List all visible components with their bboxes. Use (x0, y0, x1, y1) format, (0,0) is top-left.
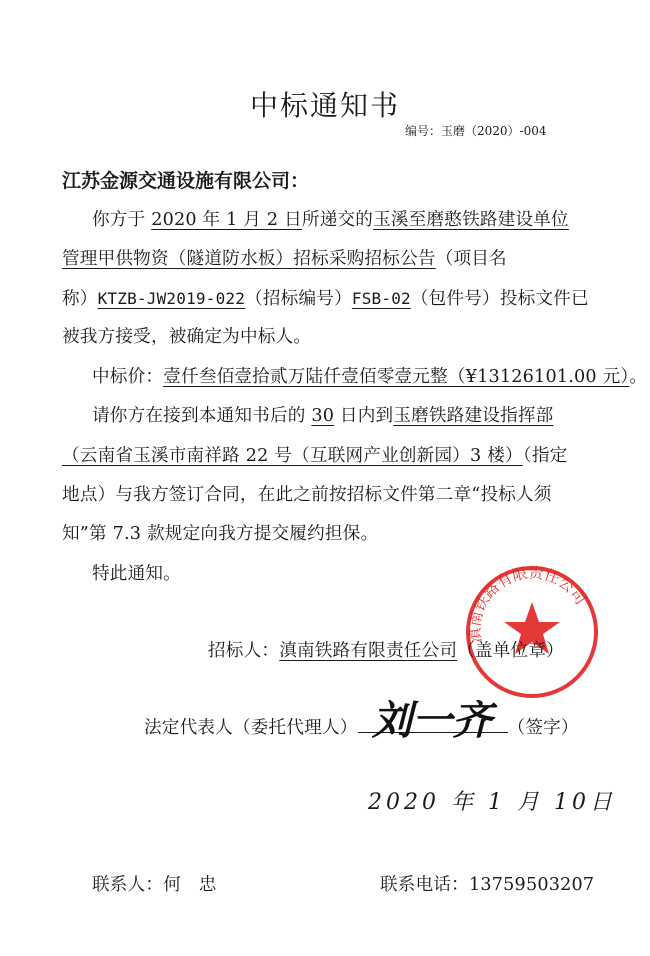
paragraph-3-line-4: 知”第 7.3 款规定向我方提交履约担保。 (62, 524, 379, 544)
document-number: 编号：玉磨（2020）-004 (405, 124, 547, 138)
contract-place: 玉磨铁路建设指挥部 (393, 406, 554, 426)
contact-phone (380, 871, 594, 896)
paragraph-3-line-1 (92, 402, 553, 427)
contact-person (92, 871, 217, 896)
paragraph-3-line-3: 地点）与我方签订合同，在此之前按招标文件第二章“投标人须 (62, 485, 552, 505)
winning-price (92, 363, 647, 388)
project-name-cont: 管理甲供物资（隧道防水板）招标采购招标公告 (62, 249, 436, 269)
seal-note: （盖单位章） (457, 641, 564, 661)
paragraph-1-line-2 (62, 245, 507, 270)
text: 日内到 (334, 406, 394, 426)
text: （包件号）投标文件已 (410, 289, 589, 309)
text: 。 (629, 367, 648, 387)
paragraph-1-line-1 (92, 206, 569, 231)
document-title: 中标通知书 (249, 89, 400, 122)
tenderer-name: 滇南铁路有限责任公司 (279, 641, 458, 661)
handwritten-signature (360, 690, 500, 750)
sign-note: （签字） (507, 718, 579, 738)
price-value: 壹仟叁佰壹拾贰万陆仟壹佰零壹元整（¥13126101.00 元） (163, 367, 630, 387)
text: 请你方在接到本通知书后的 (92, 406, 312, 426)
text: （项目名 (435, 249, 507, 269)
project-name: 玉溪至磨憨铁路建设单位 (373, 210, 569, 230)
text: （招标编号） (245, 289, 352, 309)
tenderer-line (208, 637, 564, 662)
seal-text: 滇南铁路有限责任公司 (465, 563, 590, 644)
paragraph-1-line-4: 被我方接受，被确定为中标人。 (62, 327, 312, 347)
price-label: 中标价： (92, 367, 164, 387)
closing: 特此通知。 (92, 564, 181, 584)
contract-address: （云南省玉溪市南祥路 22 号（互联网产业创新园）3 楼） (62, 446, 523, 466)
paragraph-1-line-3 (62, 285, 589, 310)
text: （指定 (522, 446, 568, 466)
days: 30 (311, 406, 335, 426)
paragraph-3-line-2 (62, 442, 567, 467)
handwritten-date: 2020 年 1 月 10日 (368, 790, 616, 815)
phone-number: 13759503207 (468, 875, 595, 895)
package-number: FSB-02 (351, 289, 411, 308)
signature-text: 刘一齐 (372, 697, 492, 744)
phone-label: 联系电话： (380, 875, 469, 895)
contact-label: 联系人： (92, 875, 164, 895)
text: 所递交的 (301, 210, 374, 230)
tenderer-label: 招标人： (208, 641, 280, 661)
company-seal (462, 562, 602, 702)
text: 称） (62, 289, 98, 309)
addressee: 江苏金源交通设施有限公司： (62, 170, 310, 192)
tender-number: KTZB-JW2019-022 (97, 289, 246, 308)
representative-label: 法定代表人（委托代理人） (144, 718, 358, 738)
text: 你方于 (92, 210, 152, 230)
contact-name: 何 忠 (163, 875, 217, 895)
bid-date: 2020 年 1 月 2 日 (151, 210, 302, 230)
